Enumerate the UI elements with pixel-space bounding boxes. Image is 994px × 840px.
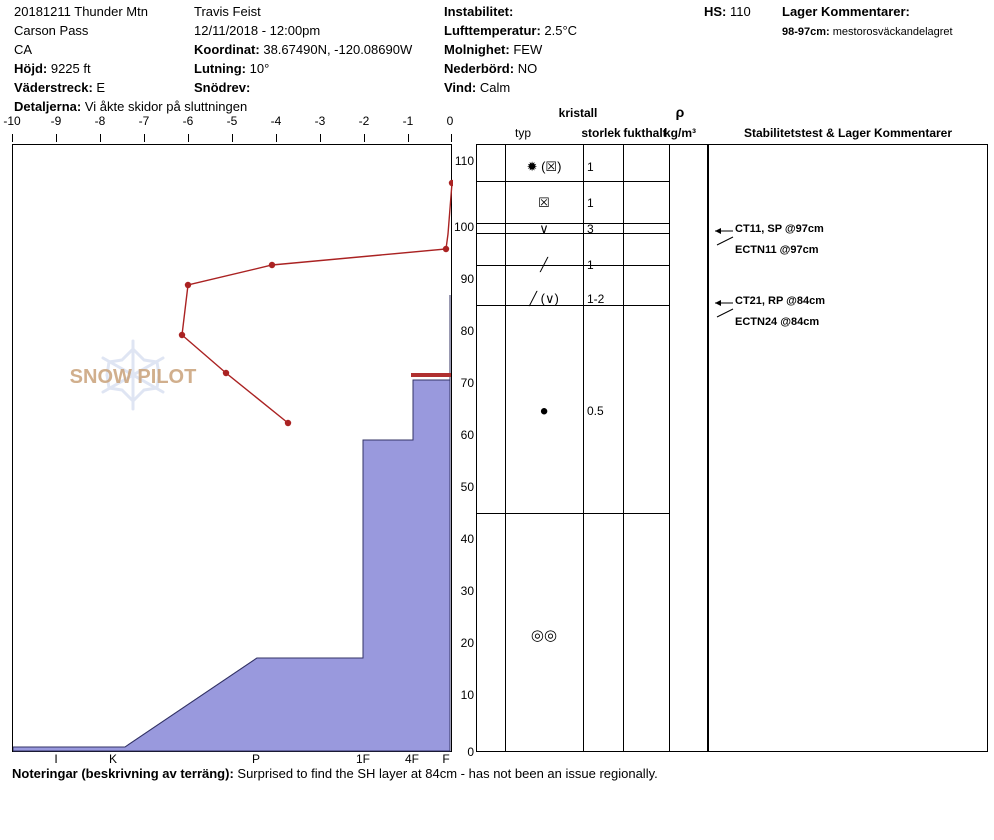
layer-boundary-45	[477, 513, 669, 514]
notes-label: Noteringar (beskrivning av terräng):	[12, 766, 234, 781]
header-precip-value: NO	[517, 61, 538, 76]
layer-table	[476, 144, 670, 752]
temp-tick-label: -5	[226, 114, 238, 128]
depth-tick-90: 90	[460, 272, 474, 286]
notes-text: Surprised to find the SH layer at 84cm - has not been an issue regionally.	[237, 766, 658, 781]
header-elev-value: 9225 ft	[50, 61, 91, 76]
header-hs-value: 110	[730, 4, 751, 19]
header-elev-label: Höjd:	[14, 61, 48, 76]
grain-type-1: ✹ (☒)	[526, 159, 562, 174]
header-slope-value: 10°	[249, 61, 270, 76]
hardness-tick-4F: 4F	[404, 752, 420, 766]
stability-test-1: CT11, SP @97cm	[735, 223, 824, 235]
depth-tick-110: 110	[454, 154, 474, 168]
grain-type-3: ∨	[539, 221, 549, 236]
temp-tick-label: -7	[138, 114, 150, 128]
header-comments-label: Lager Kommentarer:	[782, 4, 910, 19]
header-wind-value: Calm	[479, 80, 511, 95]
depth-tick-100: 100	[453, 220, 474, 234]
depth-tick-20: 20	[460, 636, 474, 650]
header-aspect-value: E	[96, 80, 106, 95]
col-header-type: typ	[514, 126, 531, 140]
grain-size-1: 1	[587, 160, 594, 174]
col-header-density-unit: kg/m³	[663, 126, 696, 140]
header-datetime: 12/11/2018 - 12:00pm	[194, 23, 321, 38]
header-airtemp-value: 2.5°C	[544, 23, 578, 38]
depth-tick-0: 0	[467, 745, 474, 759]
table-divider	[505, 145, 506, 751]
depth-tick-30: 30	[460, 584, 474, 598]
grain-type-6: ●	[539, 402, 549, 420]
col-header-wetness: fukthalt	[623, 126, 667, 140]
col-header-crystal: kristall	[558, 106, 598, 120]
header-coord-label: Koordinat:	[194, 42, 260, 57]
col-header-rho: ρ	[675, 104, 685, 120]
header-hs-label: HS:	[704, 4, 727, 19]
temperature-axis	[3, 114, 454, 144]
header-details-label: Detaljerna:	[14, 99, 82, 114]
header-slope-label: Lutning:	[194, 61, 246, 76]
header-observer: Travis Feist	[194, 4, 261, 19]
header-precip-label: Nederbörd:	[444, 61, 515, 76]
header-title: 20181211 Thunder Mtn	[14, 4, 148, 19]
grain-type-5: ╱ (∨)	[529, 291, 559, 306]
depth-axis	[452, 144, 476, 759]
col-header-size: storlek	[581, 126, 621, 140]
notes-footer	[12, 766, 982, 781]
watermark-text: SNOW PILOT	[69, 366, 197, 388]
grain-size-5: 1-2	[587, 292, 605, 306]
hardness-tick-K: K	[108, 752, 118, 766]
temp-tick-label: -9	[50, 114, 62, 128]
header-wind-label: Vind:	[444, 80, 477, 95]
header-instability-label: Instabilitet:	[444, 4, 514, 19]
header-cloud-value: FEW	[513, 42, 543, 57]
header-cloud-label: Molnighet:	[444, 42, 510, 57]
stability-column	[708, 144, 988, 752]
header-aspect-label: Väderstreck:	[14, 80, 93, 95]
depth-tick-80: 80	[460, 324, 474, 338]
grain-size-2: 1	[587, 196, 594, 210]
hardness-tick-I: I	[54, 752, 58, 766]
hardness-tick-1F: 1F	[355, 752, 371, 766]
layer-comment-range: 98-97cm:	[782, 26, 830, 38]
density-column	[670, 144, 708, 752]
hardness-tick-F: F	[442, 752, 450, 766]
col-header-stability: Stabilitetstest & Lager Kommentarer	[743, 126, 953, 140]
header-airtemp-label: Lufttemperatur:	[444, 23, 541, 38]
grain-size-3: 3	[587, 222, 594, 236]
header-coord-value: 38.67490N, -120.08690W	[263, 42, 413, 57]
temperature-line	[13, 145, 453, 753]
temp-tick-label: 0	[446, 114, 454, 128]
hardness-tick-P: P	[251, 752, 261, 766]
header-details-value: Vi åkte skidor på sluttningen	[84, 99, 248, 114]
grain-type-4: ╱	[540, 257, 548, 272]
temp-tick-label: -8	[94, 114, 106, 128]
header-snowdrift-label: Snödrev:	[194, 80, 251, 95]
grain-size-6: 0.5	[587, 404, 604, 418]
grain-type-2: ☒	[538, 195, 550, 210]
profile-header	[0, 0, 994, 112]
depth-tick-70: 70	[460, 376, 474, 390]
depth-tick-60: 60	[460, 428, 474, 442]
grain-type-7: ◎◎	[530, 627, 558, 644]
table-divider	[583, 145, 584, 751]
temp-tick-label: -2	[358, 114, 370, 128]
depth-tick-50: 50	[460, 480, 474, 494]
header-state: CA	[14, 42, 33, 57]
stability-test-2: ECTN11 @97cm	[735, 244, 819, 256]
temp-tick-label: -4	[270, 114, 282, 128]
temp-tick-label: -3	[314, 114, 326, 128]
stability-test-3: CT21, RP @84cm	[735, 295, 826, 307]
depth-tick-40: 40	[460, 532, 474, 546]
temp-tick-label: -1	[402, 114, 414, 128]
depth-tick-10: 10	[460, 688, 474, 702]
snow-profile-plot	[12, 144, 452, 752]
temp-tick-label: -10	[3, 114, 21, 128]
header-location: Carson Pass	[14, 23, 89, 38]
stability-test-4: ECTN24 @84cm	[735, 316, 820, 328]
stability-leader-lines	[709, 145, 989, 753]
grain-size-4: 1	[587, 258, 594, 272]
layer-boundary-103	[477, 181, 669, 182]
layer-comment-text: mestorosväckandelagret	[832, 26, 953, 38]
column-headers	[476, 106, 988, 144]
temp-tick-label: -6	[182, 114, 194, 128]
